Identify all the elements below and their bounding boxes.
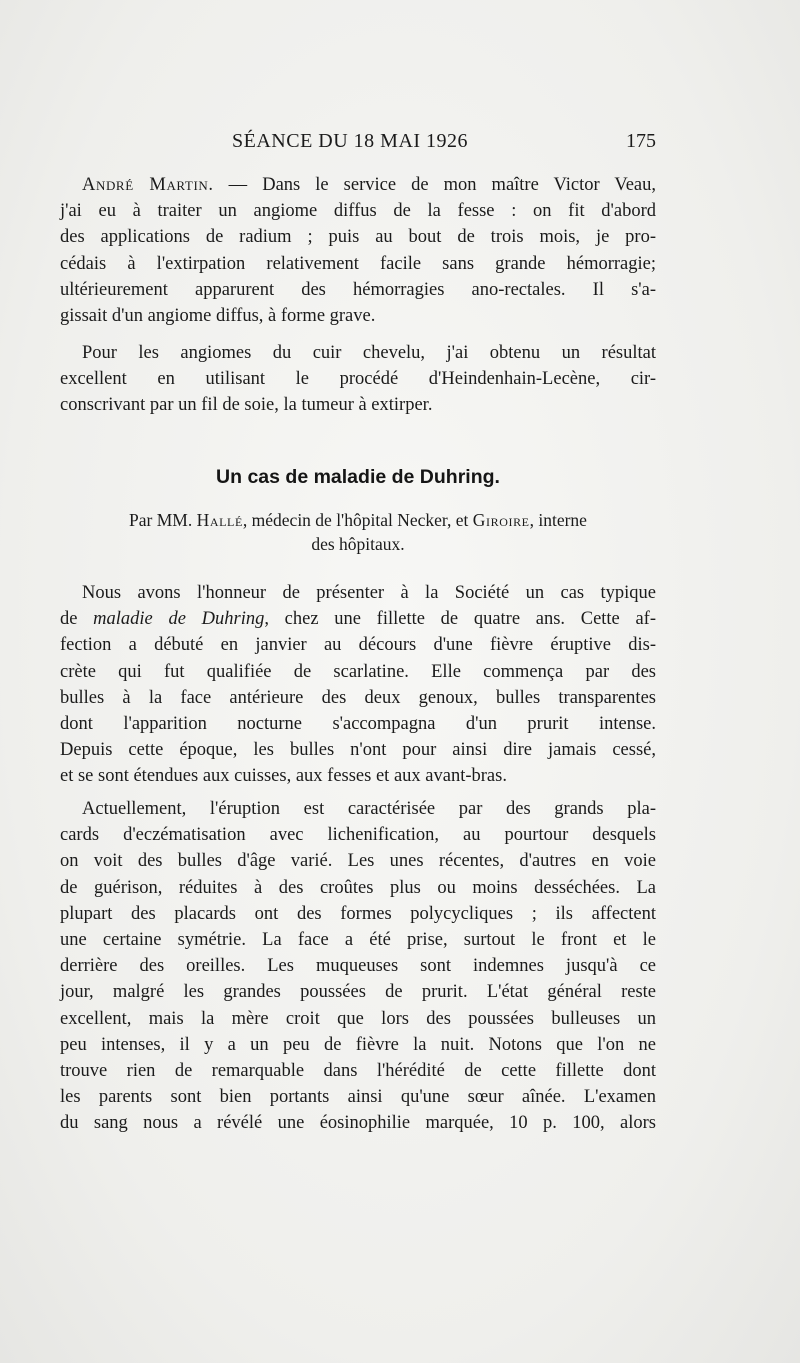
running-title: SÉANCE DU 18 MAI 1926 <box>232 130 469 152</box>
text-line: Depuis cette époque, les bulles n'ont pour ainsi dire jamais cessé, <box>60 740 656 761</box>
text-line: des applications de radium ; puis au bout de trois mois, je pro- <box>60 227 656 248</box>
text-fragment: , chez une fillette de quatre ans. Cette af- <box>264 609 657 630</box>
paragraph-case-presentation <box>60 580 656 790</box>
text-line: cédais à l'extirpation relativement facile sans grande hémorragie; <box>60 253 656 274</box>
text-line: on voit des bulles d'âge varié. Les unes récentes, d'autres en voie <box>60 851 656 872</box>
text-line: Nous avons l'honneur de présenter à la Société un cas typique <box>82 583 656 603</box>
byline-prefix: Par MM. <box>129 510 197 530</box>
text-line: cards d'eczématisation avec lichenification, au pourtour desquels <box>60 825 656 846</box>
text-line: derrière des oreilles. Les muqueuses sont indemnes jusqu'à ce <box>60 956 656 977</box>
paragraph-andre-martin <box>60 172 656 329</box>
text-line: excellent en utilisant le procédé d'Heindenhain-Lecène, cir- <box>60 369 656 390</box>
article-title: Un cas de maladie de Duhring. <box>216 466 500 488</box>
disease-name: maladie de Duhring <box>93 609 265 630</box>
author-name: Hallé <box>196 510 243 530</box>
text-line: ultérieurement apparurent des hémorragies ano-rectales. Il s'a- <box>60 279 656 300</box>
text-line: du sang nous a révélé une éosinophilie marquée, 10 p. 100, alors <box>60 1113 656 1134</box>
text-line: plupart des placards ont des formes polycycliques ; ils affectent <box>60 903 656 924</box>
byline <box>80 508 636 556</box>
text-fragment: de <box>60 609 94 630</box>
paragraph-angiomes <box>60 340 656 419</box>
byline-line: des hôpitaux. <box>311 534 405 554</box>
byline-mid: , médecin de l'hôpital Necker, et <box>242 510 473 530</box>
running-header <box>60 130 656 160</box>
byline-suffix: , interne <box>529 510 587 530</box>
text-line: j'ai eu à traiter un angiome diffus de la fesse : on fit d'abord <box>60 201 656 222</box>
text-line: une certaine symétrie. La face a été prise, surtout le front et le <box>60 929 656 950</box>
text-line <box>60 172 656 198</box>
text-line: dont l'apparition nocturne s'accompagna d'un prurit intense. <box>60 713 656 734</box>
text-line: les parents sont bien portants ainsi qu'une sœur aînée. L'examen <box>60 1087 656 1108</box>
text-line: peu intenses, il y a un peu de fièvre la nuit. Notons que l'on ne <box>60 1034 656 1055</box>
text-line: jour, malgré les grandes poussées de prurit. L'état général reste <box>60 982 656 1003</box>
text-line: Actuellement, l'éruption est caractérisée par des grands pla- <box>82 799 656 819</box>
text-line: gissait d'un angiome diffus, à forme grave. <box>60 305 376 326</box>
text-line: excellent, mais la mère croit que lors des poussées bulleuses un <box>60 1008 656 1029</box>
text-line <box>60 606 656 632</box>
text-line: Pour les angiomes du cuir chevelu, j'ai obtenu un résultat <box>82 343 656 363</box>
text-line: et se sont étendues aux cuisses, aux fesses et aux avant-bras. <box>60 766 507 787</box>
text-line: conscrivant par un fil de soie, la tumeur à extirper. <box>60 395 433 416</box>
page-number: 175 <box>626 130 656 152</box>
text-line: trouve rien de remarquable dans l'hérédité de cette fillette dont <box>60 1060 656 1081</box>
text-line: fection a débuté en janvier au décours d'une fièvre éruptive dis- <box>60 635 656 656</box>
text-line: crète qui fut qualifiée de scarlatine. Elle commença par des <box>60 661 656 682</box>
text-line: bulles à la face antérieure des deux genoux, bulles transparentes <box>60 687 656 708</box>
text-line: de guérison, réduites à des croûtes plus ou moins desséchées. La <box>60 877 656 898</box>
author-name: Giroire <box>472 510 530 530</box>
byline-line <box>80 508 636 532</box>
text-fragment: — Dans le service de mon maître Victor Veau, <box>213 175 656 195</box>
author-name: André Martin. <box>82 175 214 195</box>
paragraph-clinical-description <box>60 796 656 1136</box>
